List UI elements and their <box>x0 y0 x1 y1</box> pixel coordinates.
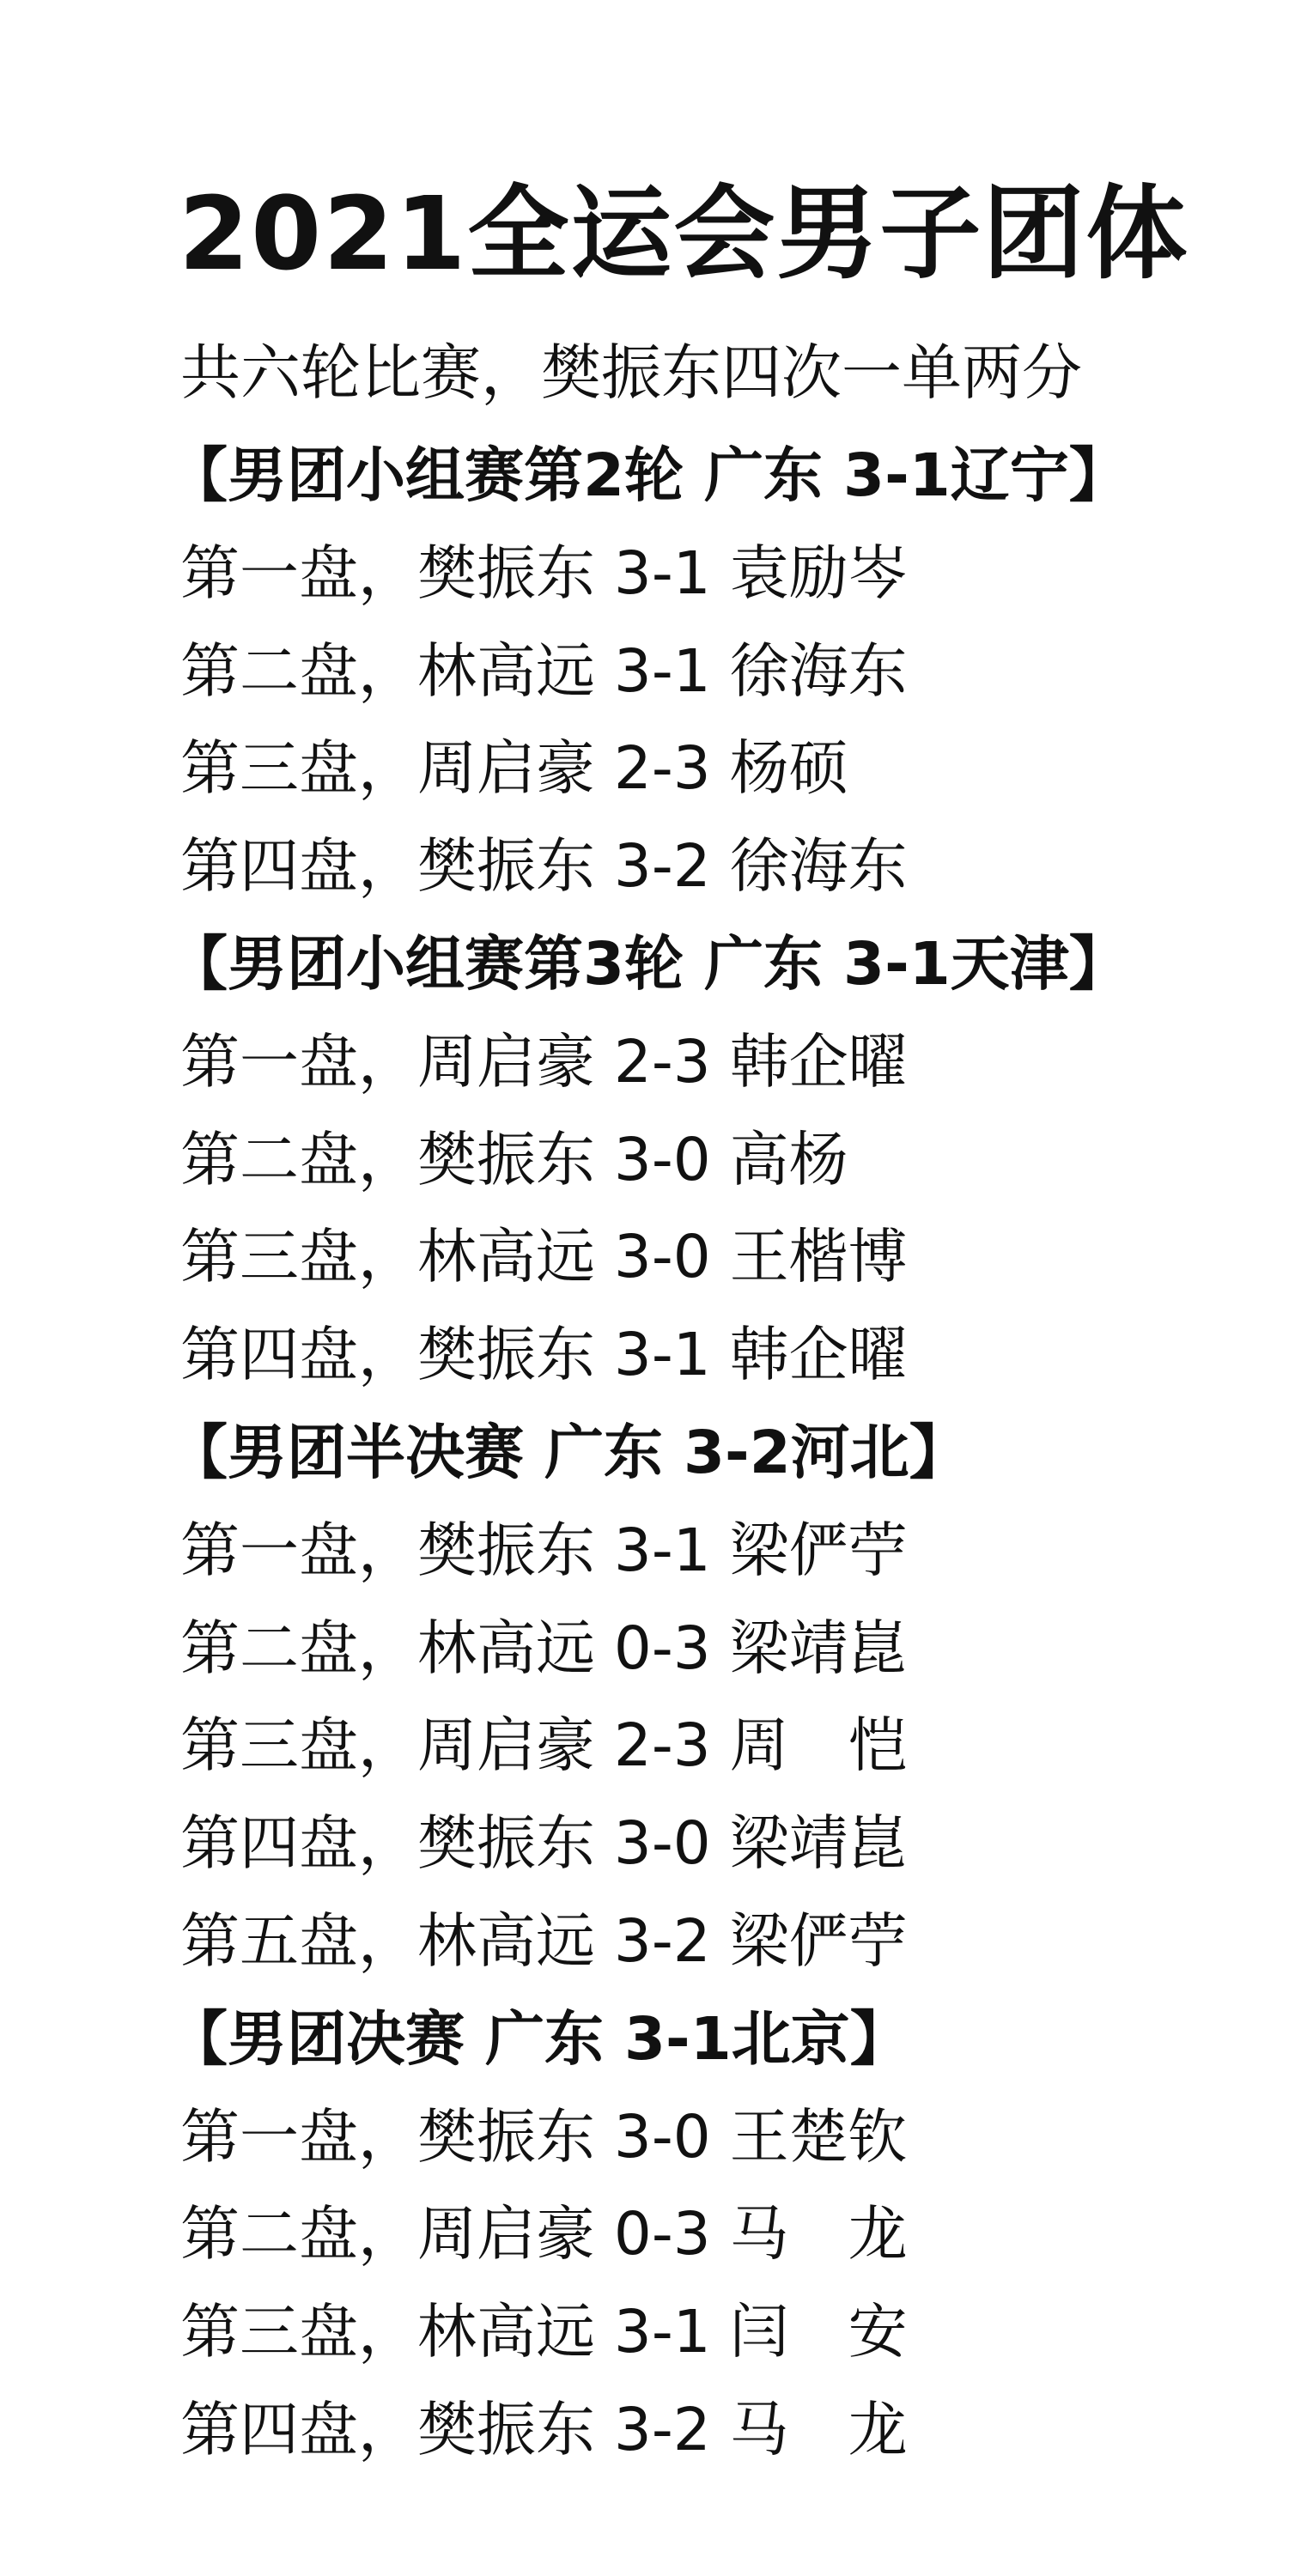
game-line: 第五盘，林高远 3-2 梁俨苧 <box>180 1906 908 1976</box>
section-heading-round2: 【男团小组赛第2轮 广东 3-1辽宁】 <box>168 441 1128 510</box>
game-line: 第四盘，樊振东 3-1 韩企曜 <box>180 1321 908 1390</box>
page-title: 2021全运会男子团体 <box>179 174 1189 293</box>
section-heading-semifinal: 【男团半决赛 广东 3-2河北】 <box>168 1418 969 1487</box>
game-line: 第三盘，林高远 3-1 闫 安 <box>180 2298 908 2367</box>
game-line: 第二盘，樊振东 3-0 高杨 <box>180 1125 848 1194</box>
page-subtitle: 共六轮比赛，樊振东四次一单两分 <box>180 337 1082 408</box>
section-heading-final: 【男团决赛 广东 3-1北京】 <box>168 2004 909 2074</box>
game-line: 第一盘，樊振东 3-1 梁俨苧 <box>180 1516 908 1585</box>
game-line: 第三盘，林高远 3-0 王楷博 <box>180 1223 908 1292</box>
game-line: 第一盘，樊振东 3-0 王楚钦 <box>180 2102 908 2172</box>
game-line: 第三盘，周启豪 2-3 杨硕 <box>180 734 848 804</box>
game-line: 第二盘，周启豪 0-3 马 龙 <box>180 2200 908 2269</box>
match-list <box>0 428 1313 2480</box>
game-line: 第二盘，林高远 3-1 徐海东 <box>180 636 908 706</box>
game-line: 第四盘，樊振东 3-2 徐海东 <box>180 832 908 902</box>
section-heading-round3: 【男团小组赛第3轮 广东 3-1天津】 <box>168 929 1128 999</box>
game-line: 第三盘，周启豪 2-3 周 恺 <box>180 1711 908 1781</box>
game-line: 第一盘，樊振东 3-1 袁励岑 <box>180 538 908 608</box>
game-line: 第四盘，樊振东 3-0 梁靖崑 <box>180 1809 908 1879</box>
game-line: 第四盘，樊振东 3-2 马 龙 <box>180 2395 908 2464</box>
game-line: 第一盘，周启豪 2-3 韩企曜 <box>180 1027 908 1097</box>
game-line: 第二盘，林高远 0-3 梁靖崑 <box>180 1613 908 1683</box>
